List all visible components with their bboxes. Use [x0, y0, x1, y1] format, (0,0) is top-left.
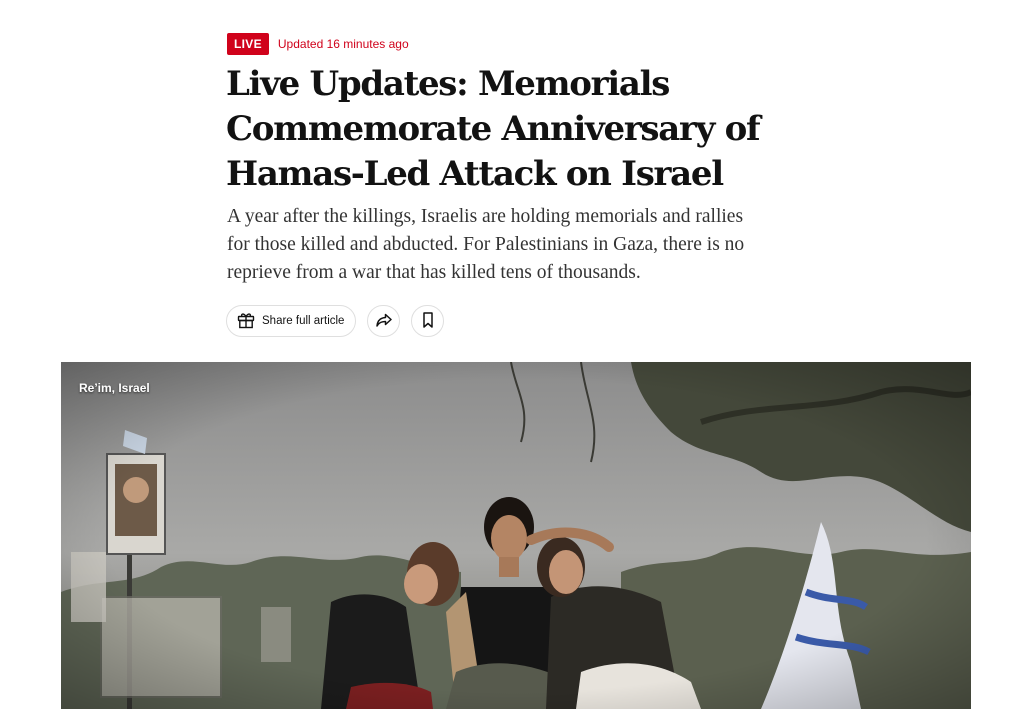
save-button[interactable] — [411, 305, 444, 337]
share-arrow-icon — [374, 310, 394, 333]
article-meta — [227, 33, 409, 55]
summary-line: for those killed and abducted. For Palestinians in Gaza, there is no — [227, 234, 745, 255]
live-badge: LIVE — [227, 33, 269, 55]
hero-caption: Re’im, Israel — [79, 381, 150, 395]
share-full-article-button[interactable] — [226, 305, 356, 337]
hero-image[interactable] — [61, 362, 971, 709]
article-actions — [226, 305, 444, 337]
headline-line: Commemorate Anniversary of — [226, 109, 760, 149]
headline-line: Live Updates: Memorials — [226, 64, 670, 104]
bookmark-icon — [418, 310, 438, 333]
headline-line: Hamas-Led Attack on Israel — [226, 154, 723, 194]
gift-icon — [236, 310, 256, 333]
article-summary — [227, 203, 817, 287]
updated-timestamp: Updated 16 minutes ago — [277, 37, 409, 51]
summary-line: reprieve from a war that has killed tens of thousands. — [227, 262, 641, 283]
summary-line: A year after the killings, Israelis are holding memorials and rallies — [227, 206, 744, 227]
headline — [226, 62, 786, 197]
share-full-article-label: Share full article — [262, 315, 345, 327]
hero-photo — [61, 362, 971, 709]
share-button[interactable] — [367, 305, 400, 337]
